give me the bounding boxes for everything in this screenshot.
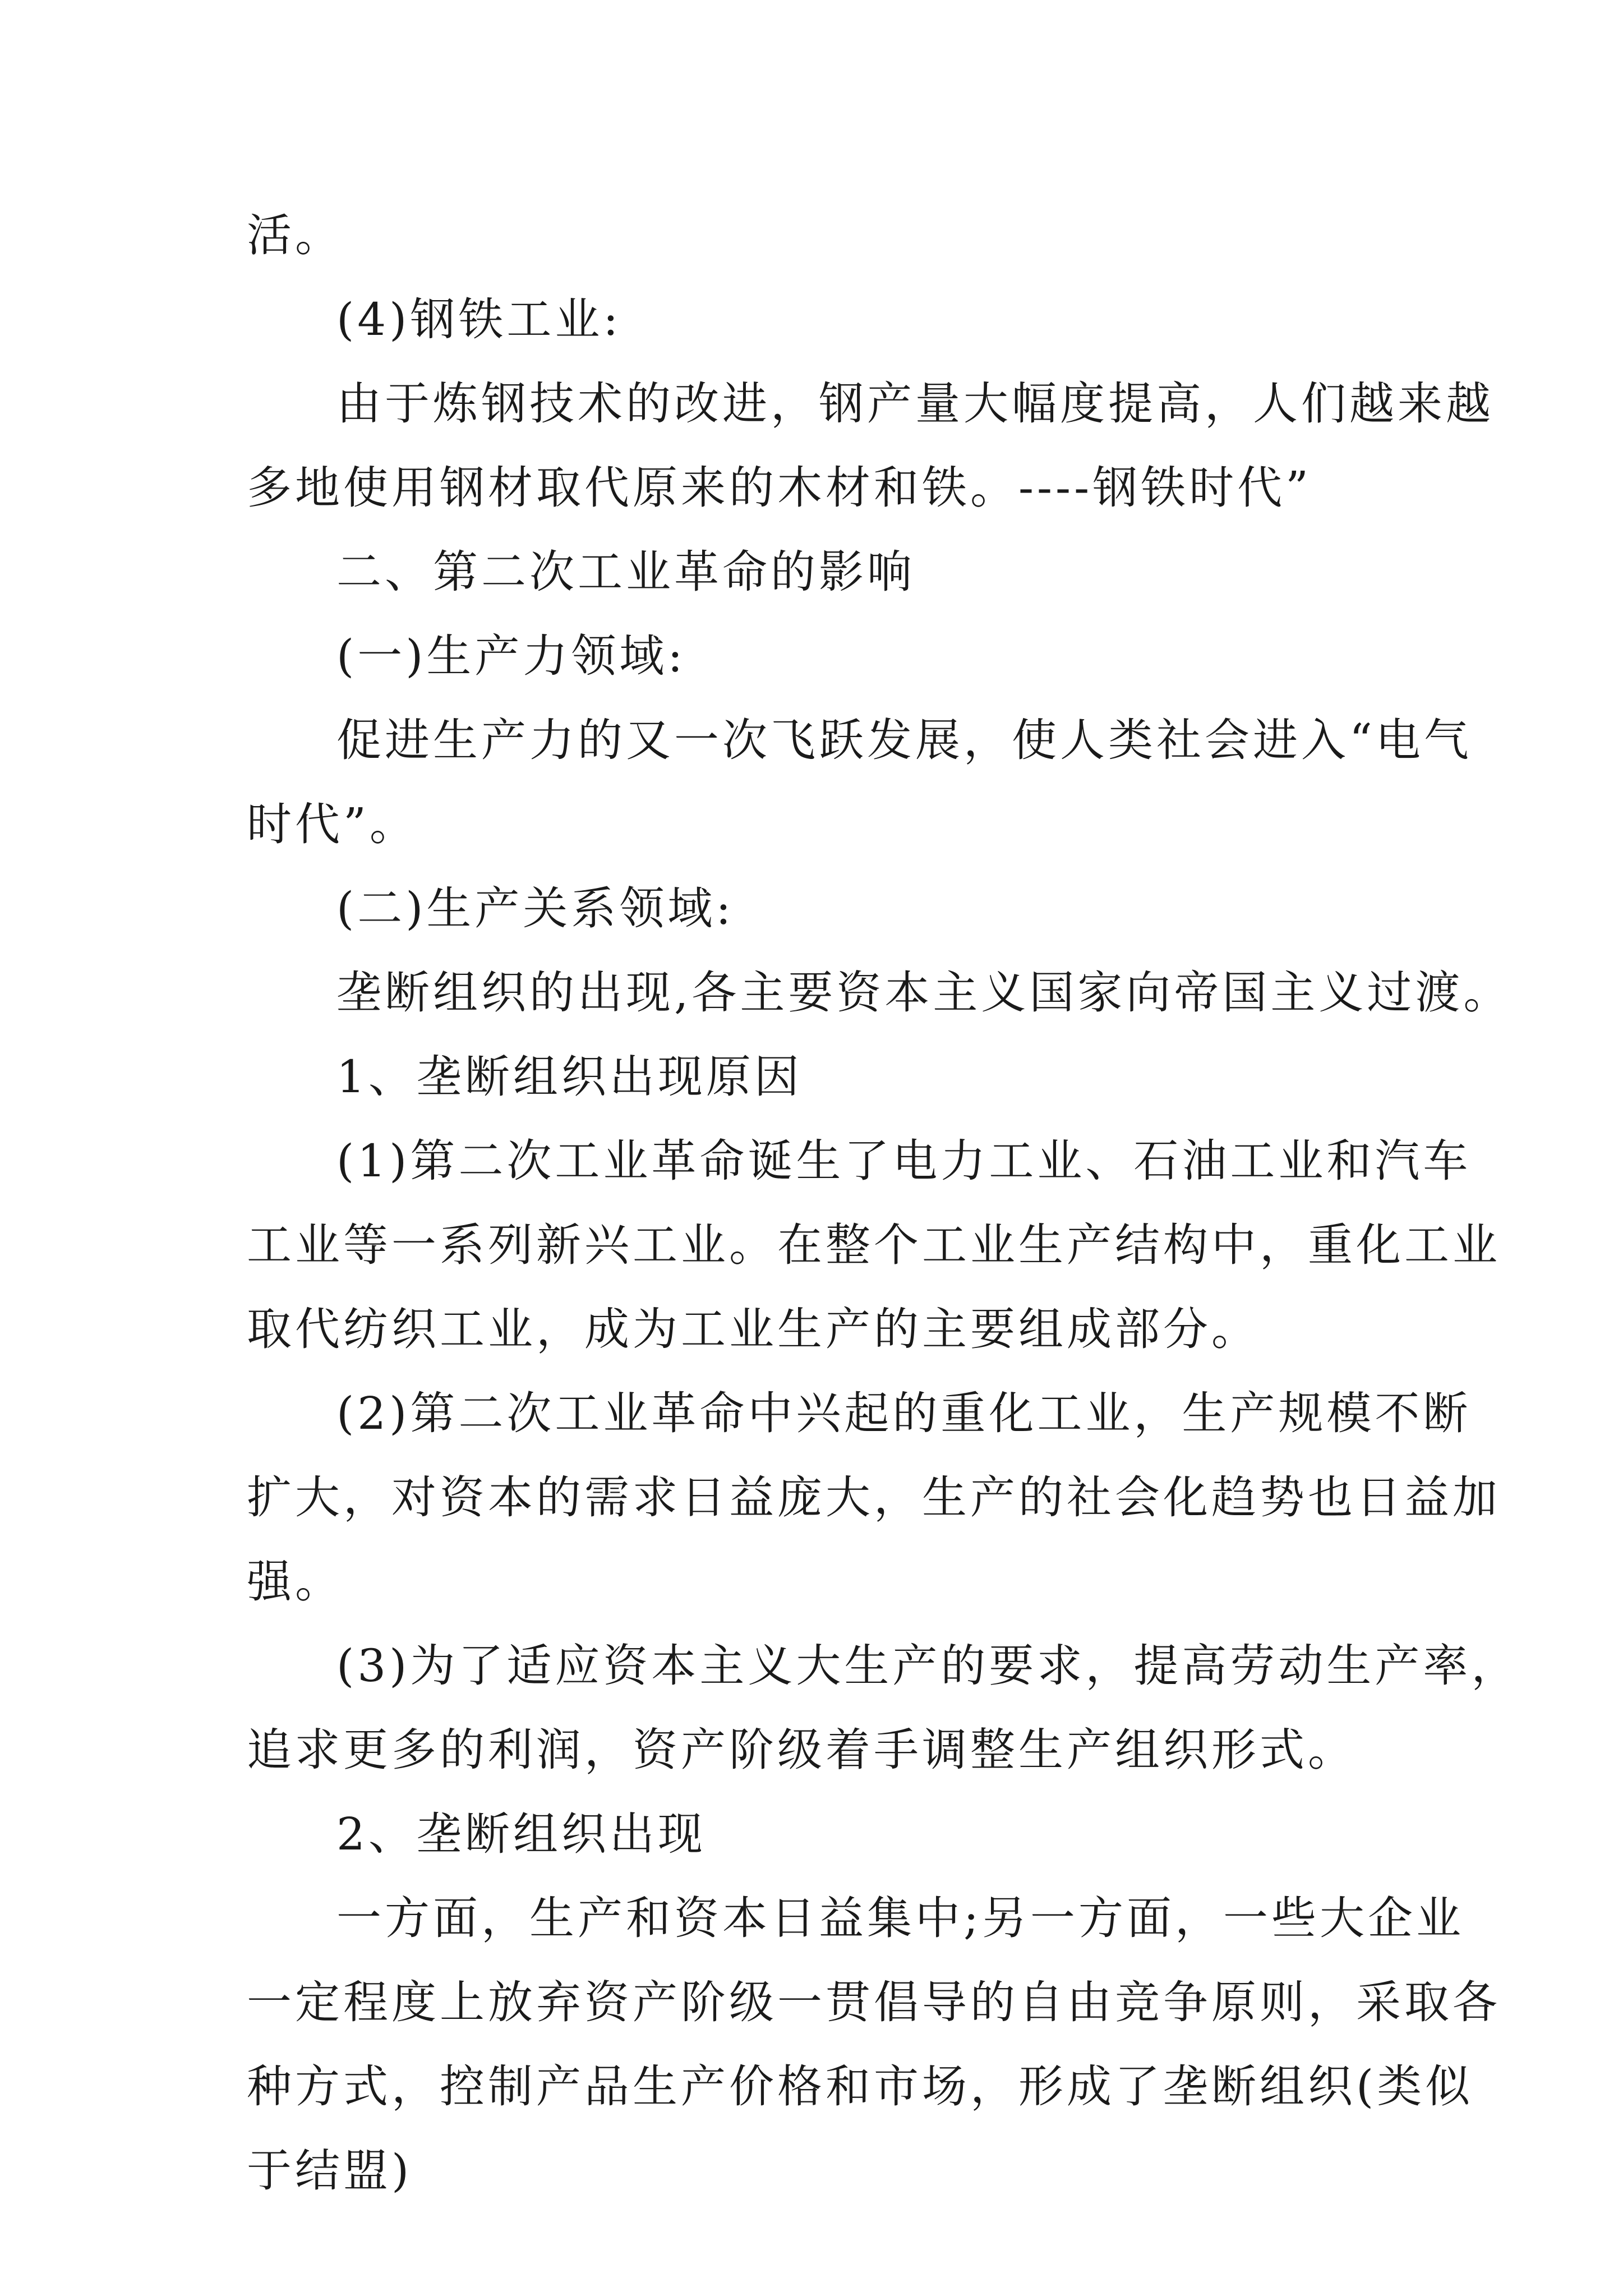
paragraph-line: 促进生产力的又一次飞跃发展，使人类社会进入“电气 <box>336 714 1472 766</box>
paragraph-line: 强。 <box>247 1556 343 1608</box>
text-line: 活。 <box>247 209 343 261</box>
subsection-heading: 2、垄断组织出现 <box>336 1808 706 1860</box>
paragraph-line: 扩大，对资本的需求日益庞大，生产的社会化趋势也日益加 <box>247 1471 1501 1524</box>
paragraph-line: 取代纺织工业，成为工业生产的主要组成部分。 <box>247 1303 1260 1355</box>
paragraph-line: (3)为了适应资本主义大生产的要求，提高劳动生产率， <box>336 1640 1520 1692</box>
paragraph-line: 由于炼钢技术的改进，钢产量大幅度提高，人们越来越 <box>336 378 1494 430</box>
paragraph-line: 时代”。 <box>247 798 418 850</box>
paragraph-line: 一方面，生产和资本日益集中;另一方面，一些大企业 <box>336 1892 1464 1944</box>
paragraph-line: 垄断组织的出现,各主要资本主义国家向帝国主义过渡。 <box>336 967 1512 1019</box>
section-heading: 二、第二次工业革命的影响 <box>336 546 915 598</box>
paragraph-line: (1)第二次工业革命诞生了电力工业、石油工业和汽车 <box>336 1135 1472 1187</box>
paragraph-line: 追求更多的利润，资产阶级着手调整生产组织形式。 <box>247 1724 1356 1776</box>
subsection-heading: 1、垄断组织出现原因 <box>336 1051 803 1103</box>
paragraph-line: 于结盟) <box>247 2145 413 2197</box>
paragraph-line: 种方式，控制产品生产价格和市场，形成了垄断组织(类似 <box>247 2060 1474 2113</box>
section-heading: (4)钢铁工业: <box>336 293 622 346</box>
subsection-heading: (二)生产关系领域: <box>336 882 735 935</box>
subsection-heading: (一)生产力领域: <box>336 630 686 682</box>
paragraph-line: 多地使用钢材取代原来的木材和铁。----钢铁时代” <box>247 462 1312 514</box>
paragraph-line: 工业等一系列新兴工业。在整个工业生产结构中，重化工业 <box>247 1219 1501 1271</box>
paragraph-line: 一定程度上放弃资产阶级一贯倡导的自由竞争原则，采取各 <box>247 1976 1501 2028</box>
document-body <box>247 194 1520 2213</box>
paragraph-line: (2)第二次工业革命中兴起的重化工业，生产规模不断 <box>336 1387 1472 1439</box>
